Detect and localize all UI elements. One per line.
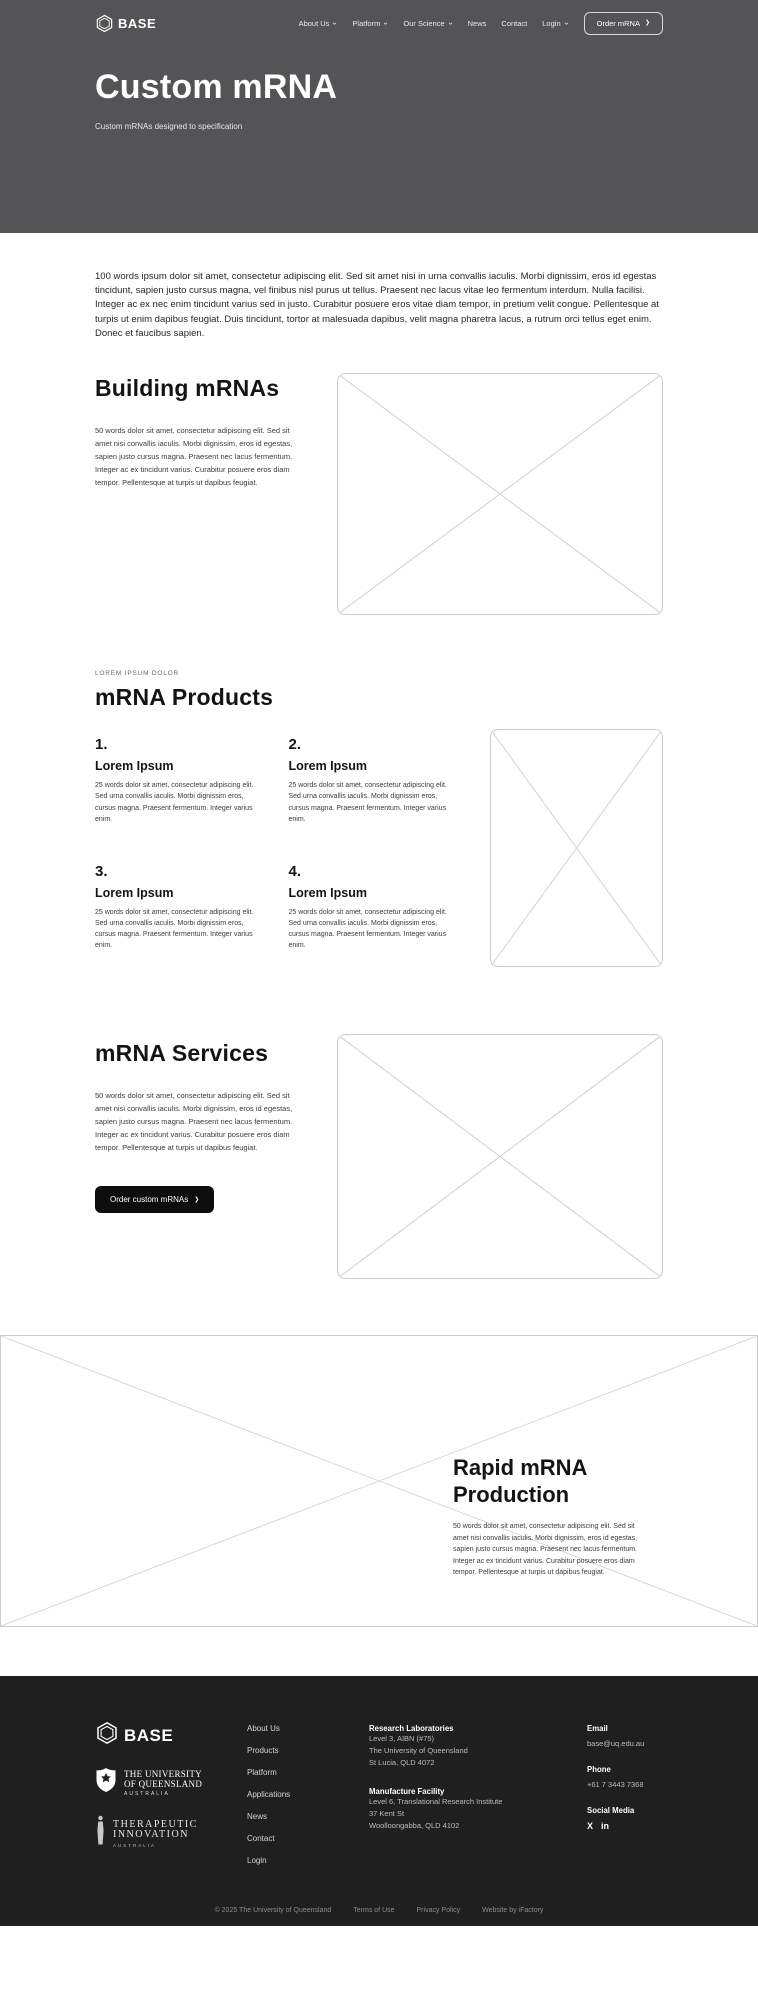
top-navigation-bar <box>0 0 758 38</box>
product-number: 1. <box>95 736 108 754</box>
nav-login[interactable] <box>542 19 568 28</box>
website-credit-link[interactable]: Website by iFactory <box>482 1907 544 1915</box>
products-eyebrow: LOREM IPSUM DOLOR <box>95 670 180 678</box>
footer-nav-platform[interactable]: Platform <box>247 1768 277 1778</box>
base-hexagon-icon <box>95 14 114 33</box>
phone-block <box>587 1765 663 1791</box>
phone-title: Phone <box>587 1765 611 1775</box>
mrna-products-section <box>0 670 758 967</box>
services-title: mRNA Services <box>95 1040 269 1067</box>
social-media-block <box>587 1806 663 1831</box>
nav-about-us[interactable] <box>299 19 338 28</box>
manufacture-facility-title: Manufacture Facility <box>369 1787 445 1797</box>
nav-news[interactable] <box>468 19 487 28</box>
rapid-body: 50 words dolor sit amet, consectetur adipiscing elit. Sed sit amet nisi convallis iaculis. Morbi dignissim, eros id egestas, sapien justo cursus magna. Praesent nec lacus fermentum. Integer ac ex tincidunt varius. Curabitur posuere eros diam tempor. Pellentesque at turpis ut dapibus feugiat. <box>453 1523 638 1577</box>
intro-paragraph: 100 words ipsum dolor sit amet, consectetur adipiscing elit. Sed sit amet nisi in urna convallis iaculis. Morbi dignissim, eros id egestas tincidunt, sapien justo cursus magna, vel finibus nisl purus ut tellus. Praesent nec lacus vitae leo fermentum interdum. Nulla facilisi. Integer ac ex nec enim tincidunt varius sed in justo. Curabitur posuere eros vitae diam tempor, in pretium velit congue. Pellentesque at turpis ut enim dapibus feugiat. Duis tincidunt, tortor at malesuada dapibus, velit magna pharetra lacus, a rutrum orci tellus eget enim. Donec et faucibus sapien. <box>95 271 659 339</box>
uq-logo-line2: OF QUEENSLAND <box>124 1778 203 1789</box>
brand-name: BASE <box>124 1725 174 1745</box>
product-number: 2. <box>288 736 302 754</box>
nav-label: Login <box>542 18 561 28</box>
services-body: 50 words dolor sit amet, consectetur adipiscing elit. Sed sit amet nisi convallis iaculis. Morbi dignissim, eros id egestas, sapien justo cursus magna. Praesent nec lacus fermentum. Integer ac ex tincidunt varius. Curabitur posuere eros diam tempor. Pellentesque at turpis ut dapibus feugiat. <box>95 1091 293 1153</box>
manufacture-facility-block <box>369 1787 587 1832</box>
nav-label: About Us <box>298 18 330 28</box>
nav-label: Our Science <box>403 18 445 28</box>
order-mrna-label: Order mRNA <box>596 18 640 28</box>
product-title: Lorem Ipsum <box>288 885 367 900</box>
tia-logo-line1: THERAPEUTIC <box>113 1818 198 1830</box>
linkedin-icon[interactable]: in <box>601 1821 610 1832</box>
research-laboratories-title: Research Laboratories <box>369 1724 454 1734</box>
uq-logo-sub: AUSTRALIA <box>124 1790 170 1797</box>
uq-crest-icon <box>95 1767 117 1798</box>
terms-of-use-link[interactable]: Terms of Use <box>353 1907 395 1915</box>
therapeutic-innovation-logo[interactable] <box>95 1815 247 1852</box>
building-mrnas-section <box>0 373 758 615</box>
products-grid <box>95 736 450 967</box>
address-line: The University of Queensland <box>369 1746 468 1756</box>
footer-nav-about-us[interactable]: About Us <box>247 1724 280 1734</box>
uq-logo[interactable] <box>95 1767 247 1798</box>
footer-addresses <box>369 1721 587 1865</box>
image-placeholder <box>490 729 663 967</box>
footer-bottom-bar <box>95 1907 663 1914</box>
social-media-title: Social Media <box>587 1806 635 1816</box>
nav-label: Contact <box>501 18 528 28</box>
product-body: 25 words dolor sit amet, consectetur adipiscing elit. Sed urna convallis iaculis. Morbi dignissim eros, cursus magna. Praesent fermentum. Integer varius enim. <box>95 782 254 823</box>
tia-statue-icon <box>95 1815 106 1852</box>
rapid-title: Rapid mRNA Production <box>453 1455 587 1508</box>
footer-nav-contact[interactable]: Contact <box>247 1834 275 1844</box>
nav-our-science[interactable] <box>403 19 452 28</box>
image-placeholder <box>337 1034 663 1279</box>
research-laboratories-block <box>369 1724 587 1769</box>
nav-label: News <box>467 18 487 28</box>
address-line: Woolloongabba, QLD 4102 <box>369 1821 460 1831</box>
image-placeholder <box>337 373 663 615</box>
address-line: 37 Kent St <box>369 1809 405 1819</box>
product-item-2 <box>289 736 451 841</box>
footer-logos <box>95 1721 247 1865</box>
email-block <box>587 1724 663 1750</box>
building-mrnas-body: 50 words dolor sit amet, consectetur adipiscing elit. Sed sit amet nisi convallis iaculis. Morbi dignissim, eros id egestas, sapien justo cursus magna. Praesent nec lacus fermentum. Integer ac ex tincidunt varius. Curabitur posuere eros diam tempor. Pellentesque at turpis ut dapibus feugiat. <box>95 426 293 488</box>
main-nav <box>299 12 663 35</box>
x-twitter-icon[interactable]: X <box>587 1821 594 1832</box>
mrna-services-section <box>0 1034 758 1279</box>
order-custom-mrnas-button[interactable] <box>95 1186 214 1213</box>
chevron-down-icon <box>564 21 569 26</box>
footer-nav-login[interactable]: Login <box>247 1856 267 1866</box>
footer <box>0 1676 758 1926</box>
brand-name: BASE <box>118 15 157 31</box>
product-title: Lorem Ipsum <box>95 759 174 774</box>
base-hexagon-icon <box>95 1721 119 1750</box>
product-body: 25 words dolor sit amet, consectetur adipiscing elit. Sed urna convallis iaculis. Morbi dignissim eros, cursus magna. Praesent fermentum. Integer varius enim. <box>95 908 254 950</box>
address-line: St Lucia, QLD 4072 <box>369 1758 435 1768</box>
nav-platform[interactable] <box>352 19 388 28</box>
chevron-down-icon <box>448 21 453 26</box>
product-title: Lorem Ipsum <box>95 885 174 900</box>
nav-contact[interactable] <box>501 19 527 28</box>
base-logo[interactable] <box>95 14 156 33</box>
footer-nav <box>247 1721 369 1865</box>
intro-section <box>0 233 758 341</box>
rapid-content <box>453 1454 643 1579</box>
order-mrna-button[interactable] <box>584 12 663 35</box>
product-body: 25 words dolor sit amet, consectetur adipiscing elit. Sed urna convallis iaculis. Morbi dignissim eros, cursus magna. Praesent fermentum. Integer varius enim. <box>288 782 447 823</box>
footer-contact <box>587 1721 663 1865</box>
footer-base-logo[interactable] <box>95 1721 247 1750</box>
image-placeholder <box>1 1336 757 1626</box>
privacy-policy-link[interactable]: Privacy Policy <box>416 1907 461 1915</box>
product-number: 4. <box>288 862 302 880</box>
product-item-3 <box>95 863 257 968</box>
arrow-right-icon: ❯ <box>194 1196 200 1203</box>
product-item-1 <box>95 736 257 841</box>
page-title: Custom mRNA <box>95 68 338 106</box>
footer-nav-applications[interactable]: Applications <box>247 1790 291 1800</box>
chevron-down-icon <box>332 21 337 26</box>
footer-nav-products[interactable]: Products <box>247 1746 279 1756</box>
address-line: Level 6, Translational Research Institute <box>369 1797 503 1807</box>
rapid-production-section <box>0 1335 758 1627</box>
product-title: Lorem Ipsum <box>288 759 367 774</box>
arrow-right-icon: ❯ <box>644 20 650 26</box>
product-item-4 <box>289 863 451 968</box>
nav-label: Platform <box>352 18 381 28</box>
product-number: 3. <box>95 862 108 880</box>
hero-section <box>0 0 758 233</box>
footer-nav-news[interactable]: News <box>247 1812 268 1822</box>
uq-logo-line1: THE UNIVERSITY <box>124 1768 202 1779</box>
page-subtitle: Custom mRNAs designed to specification <box>95 122 243 131</box>
email-title: Email <box>587 1724 608 1734</box>
tia-logo-sub: AUSTRALIA <box>113 1842 157 1848</box>
address-line: Level 3, AIBN (#75) <box>369 1734 435 1744</box>
copyright-text: © 2025 The University of Queensland <box>214 1907 332 1915</box>
building-mrnas-title: Building mRNAs <box>95 375 280 402</box>
phone-value[interactable]: +61 7 3443 7368 <box>587 1780 644 1790</box>
chevron-down-icon <box>383 21 388 26</box>
products-title: mRNA Products <box>95 684 274 711</box>
product-body: 25 words dolor sit amet, consectetur adipiscing elit. Sed urna convallis iaculis. Morbi dignissim eros, cursus magna. Praesent fermentum. Integer varius enim. <box>288 908 447 950</box>
order-custom-mrnas-label: Order custom mRNAs <box>110 1195 189 1205</box>
email-value[interactable]: base@uq.edu.au <box>587 1739 645 1749</box>
tia-logo-line2: INNOVATION <box>113 1829 189 1841</box>
